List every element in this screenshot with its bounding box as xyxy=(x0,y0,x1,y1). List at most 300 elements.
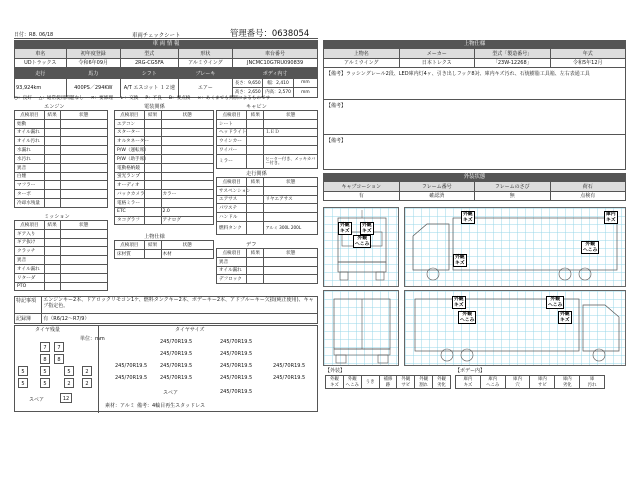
truck-side-view-2 xyxy=(405,291,627,367)
engine-table xyxy=(14,110,108,208)
col-header: 結果 xyxy=(144,241,161,250)
check-item: ギア抜け xyxy=(15,238,45,247)
cabin-table xyxy=(216,110,318,169)
col-header: 状態 xyxy=(161,111,213,120)
exterior-header: キャブコーション xyxy=(324,182,400,192)
load-stone-value: 点検有 xyxy=(550,191,626,201)
body-length: 長さ：9,650 xyxy=(233,78,263,88)
state-cell[interactable]: ヒーター付き、メッキカバー付き。 xyxy=(264,154,318,168)
state-cell[interactable]: リヤエアサス xyxy=(264,195,318,204)
result-cell[interactable] xyxy=(144,190,161,199)
front-view-diagram xyxy=(323,207,399,287)
result-cell[interactable] xyxy=(247,146,264,155)
state-cell[interactable] xyxy=(60,154,107,163)
col-header: 状態 xyxy=(264,111,318,120)
diff-title: デフ xyxy=(246,242,257,248)
col-header: 点検項目 xyxy=(115,111,145,120)
result-cell[interactable] xyxy=(247,128,264,137)
result-cell[interactable] xyxy=(44,128,60,137)
brake-value: エアー xyxy=(178,78,233,97)
vehicle-header: 形状 xyxy=(178,49,233,59)
check-legend xyxy=(14,95,318,101)
check-item: 水漏れ xyxy=(15,146,45,155)
special-notes-text: エンジンキー2本、ドアロックリモコン1ケ、燃料タンクキー2本、ボデーキー2本、アドブルーキー欠損(純正使用)、キャブ指定色。 xyxy=(42,297,318,314)
col-header: 点検項目 xyxy=(15,111,45,120)
result-cell[interactable] xyxy=(247,266,264,275)
upper-header: 上物名 xyxy=(324,49,400,59)
dim-unit: mm xyxy=(293,88,317,98)
result-cell[interactable] xyxy=(44,119,60,128)
diff-section xyxy=(216,241,318,284)
state-cell[interactable] xyxy=(60,119,107,128)
legend-item: レ：交換 xyxy=(119,96,139,101)
mission-title: ミッション xyxy=(44,214,70,220)
dim-unit: mm xyxy=(293,78,317,88)
result-cell[interactable] xyxy=(44,154,60,163)
remarks-text: ラッシングレール2段、LED庫内灯4ヶ、引き出しフック8対、庫内キズ汚れ、石焼樹脂工具箱、左右表通工具 xyxy=(346,71,590,77)
result-cell[interactable] xyxy=(44,247,60,256)
state-cell[interactable]: アナログ xyxy=(161,216,213,225)
result-cell[interactable] xyxy=(44,137,60,146)
damage-marker: 外観 キズ xyxy=(362,223,372,234)
truck-rear-view xyxy=(324,291,400,367)
power-value: 400PS／294KW xyxy=(66,78,121,97)
frame-number-value: 確認済 xyxy=(399,191,475,201)
state-cell[interactable] xyxy=(264,257,318,266)
state-cell[interactable] xyxy=(60,146,107,155)
check-item: 電動格納鏡 xyxy=(115,163,145,172)
state-cell[interactable]: カラー xyxy=(161,190,213,199)
spare-size-label: スペア xyxy=(163,390,179,396)
state-cell[interactable] xyxy=(161,172,213,181)
record-book-value: 有（R6/12～R7/9） xyxy=(42,314,318,324)
state-cell[interactable] xyxy=(60,282,107,291)
body-legend-label: 【ボデー内】 xyxy=(455,368,486,374)
legend-item: ✕：要修理 xyxy=(90,96,113,101)
tire-remain-box: 8 xyxy=(54,354,64,364)
damage-marker: 外観 キズ xyxy=(463,212,473,223)
tire-remain-title: タイヤ残量 xyxy=(35,327,60,333)
col-header: 状態 xyxy=(161,241,213,250)
col-header: 点検項目 xyxy=(115,241,145,250)
state-cell[interactable] xyxy=(60,198,107,207)
state-cell[interactable] xyxy=(60,247,107,256)
vehicle-header: 型式 xyxy=(121,49,179,59)
tire-size: 245/70R19.5 xyxy=(160,375,193,381)
spec-header: ブレーキ xyxy=(178,69,233,79)
state-cell[interactable] xyxy=(60,137,107,146)
result-cell[interactable] xyxy=(44,229,60,238)
check-item: オイル汚れ xyxy=(15,137,45,146)
exterior-header: フレームのさび xyxy=(475,182,551,192)
exterior-table xyxy=(323,181,626,201)
col-header: 状態 xyxy=(264,178,318,187)
check-item: 白煙 xyxy=(15,172,45,181)
body-shape: アルミウイング xyxy=(178,58,233,68)
result-cell[interactable] xyxy=(44,256,60,265)
engine-title: エンジン xyxy=(44,104,65,110)
state-cell[interactable] xyxy=(60,256,107,265)
tire-remain-box: 5 xyxy=(18,366,28,376)
cabin-title: キャビン xyxy=(246,104,267,110)
col-header: 状態 xyxy=(60,221,107,230)
tire-remain-box: 5 xyxy=(18,378,28,388)
state-cell[interactable] xyxy=(161,146,213,155)
exterior-section xyxy=(323,173,626,201)
state-cell[interactable]: アルミ 300L 200L xyxy=(264,221,318,234)
state-cell[interactable]: 木材 xyxy=(161,249,213,258)
tire-size: 245/70R19.5 xyxy=(220,339,253,345)
tire-remain-box: 5 xyxy=(64,366,74,376)
col-header: 結果 xyxy=(247,178,264,187)
result-cell[interactable] xyxy=(247,275,264,284)
vehicle-maker: UDトラックス xyxy=(15,58,67,68)
check-item: 異音 xyxy=(15,256,45,265)
upper-year: 令和5年12月 xyxy=(550,58,626,68)
engine-section xyxy=(14,103,108,208)
check-item: バックカメラ xyxy=(115,190,145,199)
tire-size: 245/70R19.5 xyxy=(115,363,148,369)
spare-label: スペア xyxy=(29,397,45,403)
upper-header: 型式「製造番号」 xyxy=(475,49,551,59)
check-item: 始動 xyxy=(15,119,45,128)
state-cell[interactable] xyxy=(264,213,318,222)
model-code: 2RG-CG5FA xyxy=(121,58,179,68)
tire-remain-box: 7 xyxy=(54,342,64,352)
exterior-header: 荷石 xyxy=(550,182,626,192)
col-header: 結果 xyxy=(144,111,161,120)
tire-remain-box: 5 xyxy=(40,366,50,376)
body-legend-item: 庫内 サビ xyxy=(530,376,555,389)
body-legend-item: 庫 汚れ xyxy=(580,376,605,389)
spec-header: シフト xyxy=(121,69,179,79)
outer-legend-item: 外観 へこみ xyxy=(343,376,361,389)
chassis-title: 走行関係 xyxy=(246,171,267,177)
check-item: P/W（運転席） xyxy=(115,146,145,155)
state-cell[interactable] xyxy=(161,181,213,190)
vehicle-info-section xyxy=(14,40,318,98)
electrical-table xyxy=(114,110,214,225)
cabin-section xyxy=(216,103,318,169)
tire-remain-box: 2 xyxy=(64,378,74,388)
tire-size: 245/70R19.5 xyxy=(160,339,193,345)
check-item: 床材質 xyxy=(115,249,145,258)
check-item: オイル漏れ xyxy=(217,266,247,275)
tire-size: 245/70R19.5 xyxy=(160,363,193,369)
check-item: 冷却水残量 xyxy=(15,198,45,207)
col-header: 点検項目 xyxy=(217,111,247,120)
header-rule xyxy=(14,38,318,39)
outer-legend-item: 補修 跡 xyxy=(379,376,397,389)
vehicle-header: 初年度登録 xyxy=(66,49,121,59)
outer-legend-item: 外観 劣化 xyxy=(433,376,451,389)
damage-marker: 外観 へこみ xyxy=(548,297,563,308)
body-legend-item: 庫内 へこみ xyxy=(480,376,505,389)
result-cell[interactable] xyxy=(247,213,264,222)
upper-equipment-title: 上物仕様 xyxy=(323,40,626,48)
check-item: オイル漏れ xyxy=(15,264,45,273)
tire-size: 245/70R19.5 xyxy=(220,351,253,357)
rear-view-diagram xyxy=(323,290,399,366)
result-cell[interactable] xyxy=(247,204,264,213)
check-item: オイル漏れ xyxy=(15,128,45,137)
result-cell[interactable] xyxy=(144,207,161,216)
upper-check-section xyxy=(114,233,214,259)
state-cell[interactable] xyxy=(264,137,318,146)
spare-remain-box: 12 xyxy=(60,393,72,403)
chassis-section xyxy=(216,170,318,235)
outer-legend-label: 【外装】 xyxy=(325,368,346,374)
cab-caution-value: 有 xyxy=(324,191,400,201)
inner-height: 内高：2,570 xyxy=(263,88,293,98)
state-cell[interactable] xyxy=(264,186,318,195)
check-item: PTO xyxy=(15,282,45,291)
col-header: 状態 xyxy=(60,111,107,120)
upper-header: メーカー xyxy=(399,49,475,59)
result-cell[interactable] xyxy=(247,137,264,146)
state-cell[interactable] xyxy=(161,198,213,207)
result-cell[interactable] xyxy=(144,119,161,128)
exterior-title: 外装状態 xyxy=(323,173,626,181)
check-item: ハンドル xyxy=(217,213,247,222)
wheel-material: 素材：アルミ xyxy=(105,403,135,409)
check-item: デフロック xyxy=(217,275,247,284)
check-item: オーディオ xyxy=(115,181,145,190)
tire-size-title: タイヤサイズ xyxy=(175,327,205,333)
state-cell[interactable]: ＬＥＤ xyxy=(264,128,318,137)
outer-legend-item: 外観 サビ xyxy=(397,376,415,389)
result-cell[interactable] xyxy=(44,264,60,273)
mission-table xyxy=(14,220,108,291)
result-cell[interactable] xyxy=(44,273,60,282)
result-cell[interactable] xyxy=(44,163,60,172)
result-cell[interactable] xyxy=(44,190,60,199)
damage-marker: 外観 へこみ xyxy=(355,236,370,247)
state-cell[interactable] xyxy=(161,119,213,128)
result-cell[interactable] xyxy=(144,249,161,258)
tire-size: 245/70R19.5 xyxy=(273,375,306,381)
chassis-number: JNCMC10G7RU090839 xyxy=(233,58,318,68)
state-cell[interactable] xyxy=(60,190,107,199)
result-cell[interactable] xyxy=(44,181,60,190)
check-item: ETC xyxy=(115,207,145,216)
outer-legend-item: うき xyxy=(361,376,379,389)
remarks-box-2 xyxy=(323,100,626,135)
state-cell[interactable] xyxy=(60,163,107,172)
check-item: ワイパー xyxy=(217,146,247,155)
damage-marker: 外観 キズ xyxy=(560,312,570,323)
check-item: 電格ミラー xyxy=(115,198,145,207)
remarks-label: 【備考】 xyxy=(326,138,347,144)
check-item: ミラー xyxy=(217,154,247,168)
state-cell[interactable]: 2.0 xyxy=(161,207,213,216)
result-cell[interactable] xyxy=(44,198,60,207)
state-cell[interactable] xyxy=(264,119,318,128)
check-item: 水汚れ xyxy=(15,154,45,163)
upper-name: アルミウイング xyxy=(324,58,400,68)
tire-remain-box: 8 xyxy=(40,354,50,364)
chassis-table xyxy=(216,177,318,235)
damage-marker: 外観 へこみ xyxy=(460,312,475,323)
col-header: 結果 xyxy=(247,111,264,120)
vehicle-info-title: 車 両 情 報 xyxy=(14,40,318,48)
state-cell[interactable] xyxy=(161,137,213,146)
legend-item: △：通常使用問題なし xyxy=(38,96,84,101)
record-book-label: 記録簿 xyxy=(15,314,42,324)
result-cell[interactable] xyxy=(144,128,161,137)
result-cell[interactable] xyxy=(247,119,264,128)
body-height: 高さ：2,650 xyxy=(233,88,263,98)
check-item: リターダ xyxy=(15,273,45,282)
state-cell[interactable] xyxy=(161,163,213,172)
upper-check-title: 上物仕様 xyxy=(144,234,165,240)
col-header: 状態 xyxy=(264,249,318,258)
state-cell[interactable] xyxy=(264,204,318,213)
result-cell[interactable] xyxy=(44,238,60,247)
notes-table xyxy=(14,296,318,324)
state-cell[interactable] xyxy=(60,264,107,273)
check-item: エアコン xyxy=(115,119,145,128)
check-item: ギア入り xyxy=(15,229,45,238)
check-item: マフラー xyxy=(15,181,45,190)
check-item: ヘッドライト xyxy=(217,128,247,137)
damage-marker: 庫内 キズ xyxy=(606,212,616,223)
state-cell[interactable] xyxy=(60,181,107,190)
state-cell[interactable] xyxy=(264,275,318,284)
check-item: クラッチ xyxy=(15,247,45,256)
check-item: タコグラフ xyxy=(115,216,145,225)
col-header: 点検項目 xyxy=(217,178,247,187)
result-cell[interactable] xyxy=(144,181,161,190)
body-legend-item: 庫内 劣化 xyxy=(555,376,580,389)
remarks-box-3 xyxy=(323,135,626,170)
check-item: ターボ xyxy=(15,190,45,199)
sheet-title: 車両チェックシート xyxy=(132,33,181,39)
result-cell[interactable] xyxy=(144,172,161,181)
state-cell[interactable] xyxy=(161,154,213,163)
electrical-section xyxy=(114,103,214,225)
col-header: 点検項目 xyxy=(15,221,45,230)
check-item: エアサス xyxy=(217,195,247,204)
check-item: P/W（助手席） xyxy=(115,154,145,163)
body-legend-table xyxy=(455,375,605,389)
legend-item: B：要点検 xyxy=(168,96,191,101)
result-cell[interactable] xyxy=(144,216,161,225)
remarks-label: 【備考】 xyxy=(326,71,347,77)
tire-divider xyxy=(98,326,99,413)
check-item: 蛍光ランプ xyxy=(115,172,145,181)
vehicle-spec-table xyxy=(14,68,318,98)
result-cell[interactable] xyxy=(247,221,264,234)
legend-item: P：不良 xyxy=(145,96,162,101)
damage-marker: 外観 へこみ xyxy=(583,242,598,253)
upper-check-table xyxy=(114,240,214,259)
tire-section xyxy=(14,325,318,412)
state-cell[interactable] xyxy=(60,128,107,137)
state-cell[interactable] xyxy=(264,266,318,275)
tire-size: 245/70R19.5 xyxy=(115,375,148,381)
check-item: シート xyxy=(217,119,247,128)
damage-marker: 外観 キズ xyxy=(454,297,464,308)
remarks-label: 【備考】 xyxy=(326,103,347,109)
upper-maker: 日本トレクス xyxy=(399,58,475,68)
tire-size: 245/70R19.5 xyxy=(220,375,253,381)
side-view-diagram-1 xyxy=(404,207,626,287)
spec-header: 馬力 xyxy=(66,69,121,79)
tire-remain-unit: 単位：mm xyxy=(80,336,105,342)
result-cell[interactable] xyxy=(247,195,264,204)
check-item: 燃料タンク xyxy=(217,221,247,234)
upper-model: 「23W-12268」 xyxy=(475,58,551,68)
mileage-value: 93,924km xyxy=(15,78,67,97)
body-width: 幅：2,410 xyxy=(263,78,293,88)
result-cell[interactable] xyxy=(44,146,60,155)
spec-header: ボディ内寸 xyxy=(233,69,318,79)
special-notes-label: 特記事項 xyxy=(15,297,42,314)
check-item: サスペンション xyxy=(217,186,247,195)
check-item: ウインカー xyxy=(217,137,247,146)
electrical-title: 電装関係 xyxy=(144,104,165,110)
body-legend-item: 庫内 キズ xyxy=(456,376,481,389)
management-number: 管理番号：0638054 xyxy=(230,28,310,38)
state-cell[interactable] xyxy=(60,229,107,238)
vehicle-info-table xyxy=(14,48,318,68)
tire-remain-box: 7 xyxy=(40,342,50,352)
result-cell[interactable] xyxy=(44,282,60,291)
damage-marker: 外観 キズ xyxy=(340,223,350,234)
outer-legend-item: 外観 割れ xyxy=(415,376,433,389)
check-item: オルタネーター xyxy=(115,137,145,146)
first-registration: 令和6年09月 xyxy=(66,58,121,68)
remarks-box xyxy=(323,68,626,100)
vehicle-header: 車台番号 xyxy=(233,49,318,59)
spec-header: 走行 xyxy=(15,69,67,79)
outer-legend-table xyxy=(325,375,451,389)
upper-equipment-table xyxy=(323,48,626,68)
check-item: 異音 xyxy=(217,257,247,266)
side-view-diagram-2 xyxy=(404,290,626,366)
tire-remain-box: 2 xyxy=(82,378,92,388)
col-header: 結果 xyxy=(44,221,60,230)
result-cell[interactable] xyxy=(144,163,161,172)
state-cell[interactable] xyxy=(161,128,213,137)
legend-item: ×：あくまでも判断によるものです xyxy=(197,96,271,101)
check-item: パワステ xyxy=(217,204,247,213)
tire-size: 245/70R19.5 xyxy=(273,363,306,369)
tire-size: 245/70R19.5 xyxy=(160,351,193,357)
mission-section xyxy=(14,213,108,291)
col-header: 点検項目 xyxy=(217,249,247,258)
result-cell[interactable] xyxy=(44,172,60,181)
tire-size: 245/70R19.5 xyxy=(220,363,253,369)
result-cell[interactable] xyxy=(247,257,264,266)
notes-section xyxy=(14,296,318,324)
state-cell[interactable] xyxy=(264,146,318,155)
upper-header: 年式 xyxy=(550,49,626,59)
diff-table xyxy=(216,248,318,284)
tire-remark: 備考：4輪目再生スタッドレス xyxy=(137,403,206,409)
state-cell[interactable] xyxy=(60,273,107,282)
spare-size: 245/70R19.5 xyxy=(220,389,253,395)
exterior-header: フレーム番号 xyxy=(399,182,475,192)
tire-remain-box: 2 xyxy=(82,366,92,376)
state-cell[interactable] xyxy=(60,172,107,181)
result-cell[interactable] xyxy=(247,154,264,168)
state-cell[interactable] xyxy=(60,238,107,247)
vehicle-header: 車名 xyxy=(15,49,67,59)
frame-rust-value: 無 xyxy=(475,191,551,201)
result-cell[interactable] xyxy=(144,198,161,207)
